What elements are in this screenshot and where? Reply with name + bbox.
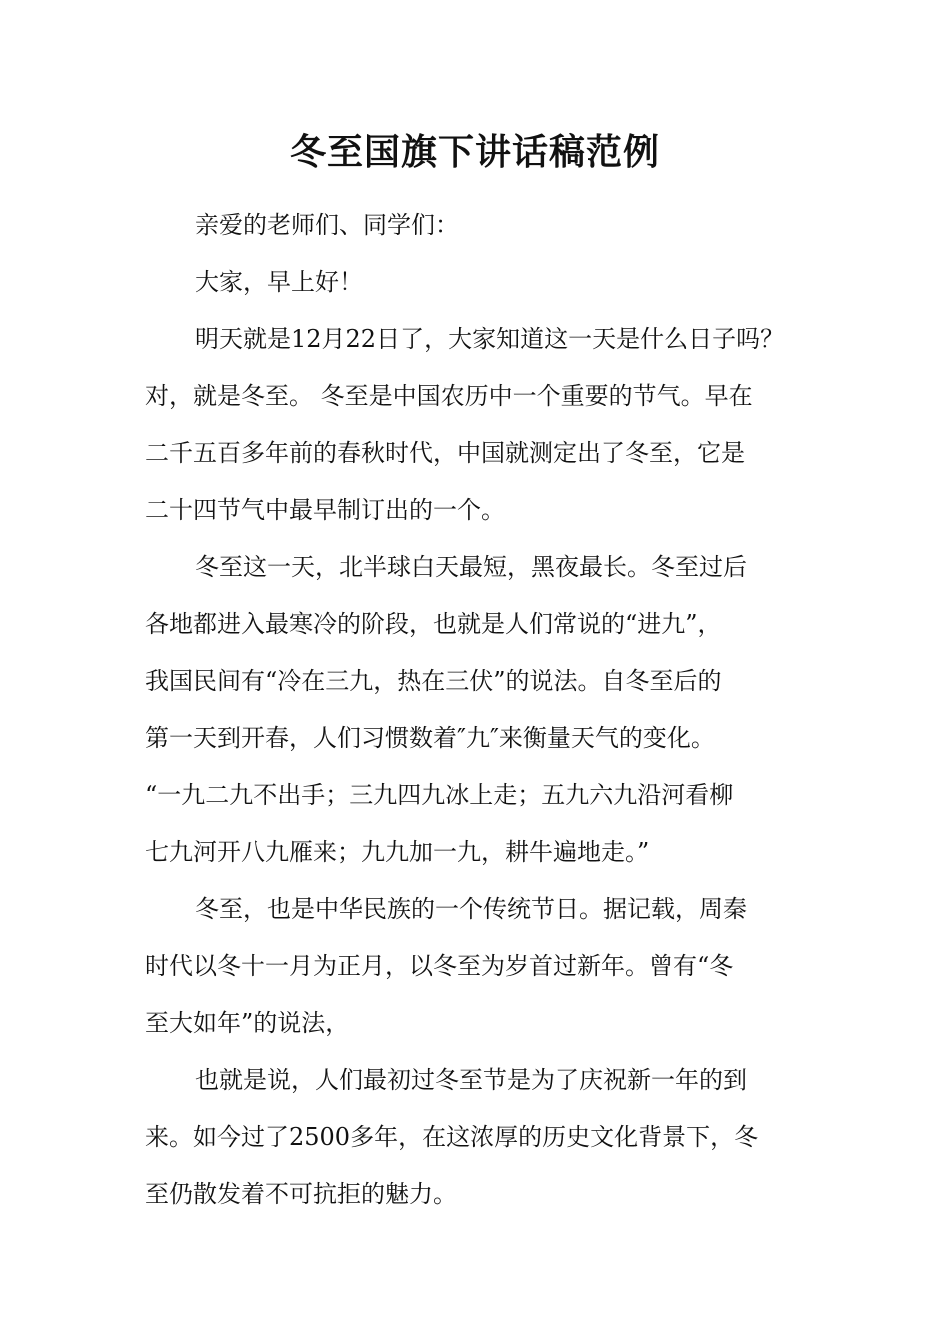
paragraph-2-line-6: 七九河开八九雁来；九九加一九，耕牛遍地走。” [145, 838, 650, 866]
paragraph-3-line-1: 冬至，也是中华民族的一个传统节日。据记载，周秦 [195, 895, 747, 923]
paragraph-2-line-3: 我国民间有“冷在三九，热在三伏”的说法。自冬至后的 [145, 667, 722, 695]
paragraph-3-line-2: 时代以冬十一月为正月，以冬至为岁首过新年。曾有“冬 [145, 952, 734, 980]
paragraph-2-line-1: 冬至这一天，北半球白天最短，黑夜最长。冬至过后 [195, 553, 747, 581]
paragraph-2-line-5: “一九二九不出手；三九四九冰上走；五九六九沿河看柳 [145, 781, 734, 809]
paragraph-2-line-2: 各地都进入最寒冷的阶段，也就是人们常说的“进九”， [145, 610, 722, 638]
paragraph-3-line-3: 至大如年”的说法， [145, 1009, 350, 1037]
paragraph-1-line-4: 二十四节气中最早制订出的一个。 [145, 496, 505, 524]
paragraph-4-line-3: 至仍散发着不可抗拒的魅力。 [145, 1180, 457, 1208]
document-title: 冬至国旗下讲话稿范例 [289, 131, 660, 173]
paragraph-4-line-1: 也就是说，人们最初过冬至节是为了庆祝新一年的到 [195, 1066, 747, 1094]
greeting-line: 亲爱的老师们、同学们： [195, 211, 459, 239]
paragraph-1-line-2: 对，就是冬至。 冬至是中国农历中一个重要的节气。早在 [145, 382, 753, 410]
morning-greeting-line: 大家，早上好！ [195, 268, 363, 296]
paragraph-1-line-3: 二千五百多年前的春秋时代，中国就测定出了冬至，它是 [145, 439, 745, 467]
paragraph-4-line-2: 来。如今过了2500多年，在这浓厚的历史文化背景下，冬 [145, 1123, 759, 1151]
paragraph-1-line-1: 明天就是12月22日了，大家知道这一天是什么日子吗？ [195, 325, 785, 353]
paragraph-2-line-4: 第一天到开春，人们习惯数着″九″来衡量天气的变化。 [145, 724, 715, 752]
